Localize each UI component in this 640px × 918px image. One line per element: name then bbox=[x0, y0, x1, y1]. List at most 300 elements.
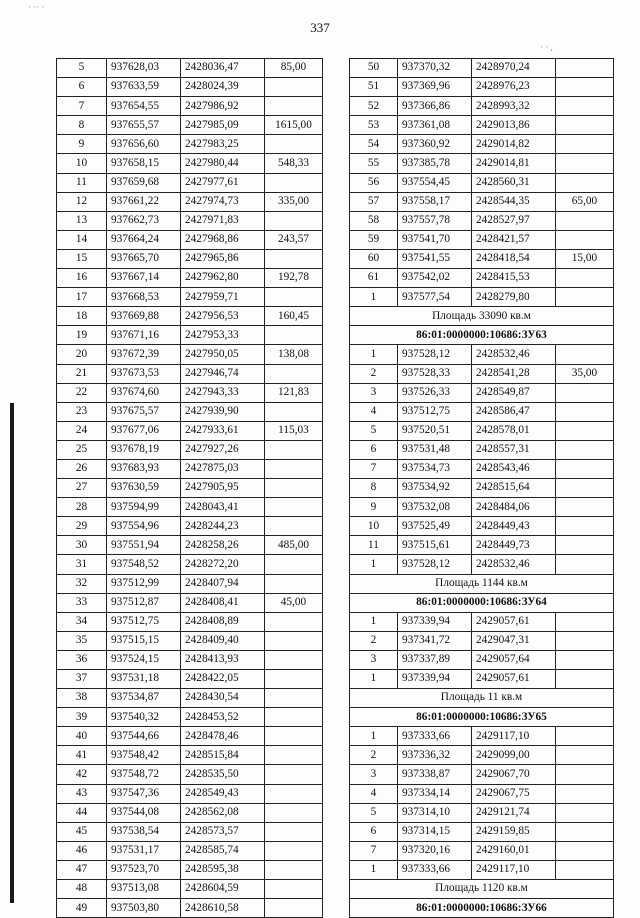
table-row bbox=[350, 459, 614, 478]
x-coordinate-cell: 937669,88 bbox=[107, 307, 181, 326]
y-coordinate-cell: 2428430,54 bbox=[181, 689, 265, 708]
point-number-cell: 11 bbox=[57, 173, 107, 192]
x-coordinate-cell: 937525,49 bbox=[398, 517, 472, 536]
point-number-cell: 26 bbox=[57, 459, 107, 478]
table-row bbox=[350, 555, 614, 574]
y-coordinate-cell: 2427927,26 bbox=[181, 440, 265, 459]
y-coordinate-cell: 2429057,64 bbox=[472, 650, 556, 669]
area-caption: Площадь 11 кв.м bbox=[350, 689, 614, 708]
point-number-cell: 41 bbox=[57, 746, 107, 765]
y-coordinate-cell: 2429117,10 bbox=[472, 860, 556, 879]
length-cell: 243,57 bbox=[265, 230, 323, 249]
table-row bbox=[57, 631, 323, 650]
table-row bbox=[57, 803, 323, 822]
y-coordinate-cell: 2428043,41 bbox=[181, 498, 265, 517]
y-coordinate-cell: 2429057,61 bbox=[472, 612, 556, 631]
point-number-cell: 58 bbox=[350, 211, 398, 230]
point-number-cell: 1 bbox=[350, 860, 398, 879]
point-number-cell: 5 bbox=[350, 421, 398, 440]
table-row bbox=[57, 421, 323, 440]
point-number-cell: 1 bbox=[350, 288, 398, 307]
table-row bbox=[350, 727, 614, 746]
y-coordinate-cell: 2429013,86 bbox=[472, 116, 556, 135]
point-number-cell: 35 bbox=[57, 631, 107, 650]
x-coordinate-cell: 937361,08 bbox=[398, 116, 472, 135]
table-row bbox=[350, 97, 614, 116]
y-coordinate-cell: 2429047,31 bbox=[472, 631, 556, 650]
length-cell bbox=[556, 765, 614, 784]
point-number-cell: 38 bbox=[57, 689, 107, 708]
length-cell: 15,00 bbox=[556, 249, 614, 268]
length-cell bbox=[556, 383, 614, 402]
y-coordinate-cell: 2428409,40 bbox=[181, 631, 265, 650]
y-coordinate-cell: 2427962,80 bbox=[181, 269, 265, 288]
table-row bbox=[350, 822, 614, 841]
y-coordinate-cell: 2429014,82 bbox=[472, 135, 556, 154]
point-number-cell: 54 bbox=[350, 135, 398, 154]
table-row bbox=[57, 612, 323, 631]
point-number-cell: 31 bbox=[57, 555, 107, 574]
table-row bbox=[57, 650, 323, 669]
point-number-cell: 6 bbox=[57, 78, 107, 97]
x-coordinate-cell: 937320,16 bbox=[398, 841, 472, 860]
y-coordinate-cell: 2428478,46 bbox=[181, 727, 265, 746]
binding-margin-line bbox=[10, 403, 14, 903]
table-row bbox=[57, 97, 323, 116]
y-coordinate-cell: 2428422,05 bbox=[181, 670, 265, 689]
point-number-cell: 9 bbox=[350, 498, 398, 517]
length-cell: 548,33 bbox=[265, 154, 323, 173]
length-cell bbox=[556, 498, 614, 517]
point-number-cell: 10 bbox=[57, 154, 107, 173]
x-coordinate-cell: 937659,68 bbox=[107, 173, 181, 192]
table-row bbox=[57, 230, 323, 249]
x-coordinate-cell: 937654,55 bbox=[107, 97, 181, 116]
y-coordinate-cell: 2427950,05 bbox=[181, 345, 265, 364]
table-row bbox=[350, 631, 614, 650]
area-caption: Площадь 1120 кв.м bbox=[350, 880, 614, 899]
length-cell bbox=[265, 78, 323, 97]
y-coordinate-cell: 2428557,31 bbox=[472, 440, 556, 459]
point-number-cell: 44 bbox=[57, 803, 107, 822]
y-coordinate-cell: 2428543,46 bbox=[472, 459, 556, 478]
point-number-cell: 27 bbox=[57, 479, 107, 498]
x-coordinate-cell: 937370,32 bbox=[398, 59, 472, 78]
x-coordinate-cell: 937677,06 bbox=[107, 421, 181, 440]
x-coordinate-cell: 937341,72 bbox=[398, 631, 472, 650]
point-number-cell: 1 bbox=[350, 670, 398, 689]
point-number-cell: 49 bbox=[57, 899, 107, 918]
x-coordinate-cell: 937515,61 bbox=[398, 536, 472, 555]
parcel-header-row bbox=[350, 899, 614, 918]
y-coordinate-cell: 2428541,28 bbox=[472, 364, 556, 383]
point-number-cell: 33 bbox=[57, 593, 107, 612]
point-number-cell: 47 bbox=[57, 860, 107, 879]
table-row bbox=[57, 746, 323, 765]
point-number-cell: 3 bbox=[350, 383, 398, 402]
table-row bbox=[350, 230, 614, 249]
table-row bbox=[350, 192, 614, 211]
x-coordinate-cell: 937658,15 bbox=[107, 154, 181, 173]
point-number-cell: 9 bbox=[57, 135, 107, 154]
x-coordinate-cell: 937531,17 bbox=[107, 841, 181, 860]
x-coordinate-cell: 937314,10 bbox=[398, 803, 472, 822]
length-cell bbox=[265, 135, 323, 154]
x-coordinate-cell: 937540,32 bbox=[107, 708, 181, 727]
length-cell bbox=[265, 517, 323, 536]
y-coordinate-cell: 2428418,54 bbox=[472, 249, 556, 268]
length-cell bbox=[265, 670, 323, 689]
x-coordinate-cell: 937366,86 bbox=[398, 97, 472, 116]
table-row bbox=[57, 307, 323, 326]
x-coordinate-cell: 937538,54 bbox=[107, 822, 181, 841]
x-coordinate-cell: 937594,99 bbox=[107, 498, 181, 517]
area-row bbox=[350, 880, 614, 899]
x-coordinate-cell: 937528,12 bbox=[398, 555, 472, 574]
point-number-cell: 52 bbox=[350, 97, 398, 116]
y-coordinate-cell: 2429014,81 bbox=[472, 154, 556, 173]
x-coordinate-cell: 937628,03 bbox=[107, 59, 181, 78]
x-coordinate-cell: 937531,18 bbox=[107, 670, 181, 689]
x-coordinate-cell: 937523,70 bbox=[107, 860, 181, 879]
point-number-cell: 37 bbox=[57, 670, 107, 689]
length-cell bbox=[556, 517, 614, 536]
point-number-cell: 40 bbox=[57, 727, 107, 746]
length-cell bbox=[556, 421, 614, 440]
table-row bbox=[57, 402, 323, 421]
y-coordinate-cell: 2428036,47 bbox=[181, 59, 265, 78]
point-number-cell: 39 bbox=[57, 708, 107, 727]
x-coordinate-cell: 937534,87 bbox=[107, 689, 181, 708]
point-number-cell: 15 bbox=[57, 249, 107, 268]
x-coordinate-cell: 937667,14 bbox=[107, 269, 181, 288]
table-row bbox=[57, 708, 323, 727]
length-cell bbox=[265, 459, 323, 478]
y-coordinate-cell: 2428586,47 bbox=[472, 402, 556, 421]
scan-noise: · · , bbox=[540, 42, 553, 52]
length-cell bbox=[265, 880, 323, 899]
point-number-cell: 25 bbox=[57, 440, 107, 459]
table-row bbox=[350, 498, 614, 517]
point-number-cell: 14 bbox=[57, 230, 107, 249]
y-coordinate-cell: 2428544,35 bbox=[472, 192, 556, 211]
y-coordinate-cell: 2428415,53 bbox=[472, 269, 556, 288]
table-row bbox=[57, 211, 323, 230]
y-coordinate-cell: 2428549,87 bbox=[472, 383, 556, 402]
length-cell bbox=[556, 822, 614, 841]
y-coordinate-cell: 2428244,23 bbox=[181, 517, 265, 536]
length-cell bbox=[556, 440, 614, 459]
point-number-cell: 1 bbox=[350, 612, 398, 631]
table-row bbox=[350, 440, 614, 459]
table-row bbox=[57, 459, 323, 478]
x-coordinate-cell: 937544,08 bbox=[107, 803, 181, 822]
point-number-cell: 2 bbox=[350, 631, 398, 650]
parcel-cadastral-number: 86:01:0000000:10686:ЗУ63 bbox=[350, 326, 614, 345]
y-coordinate-cell: 2428560,31 bbox=[472, 173, 556, 192]
table-row bbox=[350, 116, 614, 135]
point-number-cell: 7 bbox=[350, 841, 398, 860]
y-coordinate-cell: 2428453,52 bbox=[181, 708, 265, 727]
point-number-cell: 23 bbox=[57, 402, 107, 421]
table-row bbox=[350, 78, 614, 97]
x-coordinate-cell: 937548,42 bbox=[107, 746, 181, 765]
y-coordinate-cell: 2428527,97 bbox=[472, 211, 556, 230]
x-coordinate-cell: 937673,53 bbox=[107, 364, 181, 383]
x-coordinate-cell: 937683,93 bbox=[107, 459, 181, 478]
x-coordinate-cell: 937526,33 bbox=[398, 383, 472, 402]
x-coordinate-cell: 937548,52 bbox=[107, 555, 181, 574]
table-row bbox=[57, 383, 323, 402]
point-number-cell: 1 bbox=[350, 727, 398, 746]
point-number-cell: 57 bbox=[350, 192, 398, 211]
length-cell bbox=[556, 230, 614, 249]
y-coordinate-cell: 2429067,75 bbox=[472, 784, 556, 803]
length-cell bbox=[265, 727, 323, 746]
x-coordinate-cell: 937547,36 bbox=[107, 784, 181, 803]
y-coordinate-cell: 2427905,95 bbox=[181, 479, 265, 498]
table-row bbox=[57, 154, 323, 173]
area-caption: Площадь 1144 кв.м bbox=[350, 574, 614, 593]
point-number-cell: 20 bbox=[57, 345, 107, 364]
table-row bbox=[350, 670, 614, 689]
table-row bbox=[57, 880, 323, 899]
point-number-cell: 56 bbox=[350, 173, 398, 192]
point-number-cell: 32 bbox=[57, 574, 107, 593]
point-number-cell: 53 bbox=[350, 116, 398, 135]
y-coordinate-cell: 2429160,01 bbox=[472, 841, 556, 860]
point-number-cell: 5 bbox=[57, 59, 107, 78]
x-coordinate-cell: 937314,15 bbox=[398, 822, 472, 841]
x-coordinate-cell: 937338,87 bbox=[398, 765, 472, 784]
y-coordinate-cell: 2428258,26 bbox=[181, 536, 265, 555]
x-coordinate-cell: 937515,15 bbox=[107, 631, 181, 650]
table-row bbox=[350, 59, 614, 78]
table-row bbox=[57, 555, 323, 574]
length-cell bbox=[556, 59, 614, 78]
length-cell: 45,00 bbox=[265, 593, 323, 612]
x-coordinate-cell: 937630,59 bbox=[107, 479, 181, 498]
length-cell bbox=[265, 650, 323, 669]
x-coordinate-cell: 937633,59 bbox=[107, 78, 181, 97]
point-number-cell: 3 bbox=[350, 650, 398, 669]
x-coordinate-cell: 937512,87 bbox=[107, 593, 181, 612]
y-coordinate-cell: 2429057,61 bbox=[472, 670, 556, 689]
y-coordinate-cell: 2428585,74 bbox=[181, 841, 265, 860]
y-coordinate-cell: 2429099,00 bbox=[472, 746, 556, 765]
table-row bbox=[350, 517, 614, 536]
length-cell bbox=[265, 631, 323, 650]
point-number-cell: 55 bbox=[350, 154, 398, 173]
table-row bbox=[350, 421, 614, 440]
x-coordinate-cell: 937558,17 bbox=[398, 192, 472, 211]
table-row bbox=[57, 326, 323, 345]
point-number-cell: 17 bbox=[57, 288, 107, 307]
x-coordinate-cell: 937513,08 bbox=[107, 880, 181, 899]
x-coordinate-cell: 937655,57 bbox=[107, 116, 181, 135]
point-number-cell: 59 bbox=[350, 230, 398, 249]
x-coordinate-cell: 937544,66 bbox=[107, 727, 181, 746]
table-row bbox=[350, 803, 614, 822]
x-coordinate-cell: 937333,66 bbox=[398, 860, 472, 879]
point-number-cell: 30 bbox=[57, 536, 107, 555]
x-coordinate-cell: 937339,94 bbox=[398, 670, 472, 689]
x-coordinate-cell: 937548,72 bbox=[107, 765, 181, 784]
x-coordinate-cell: 937678,19 bbox=[107, 440, 181, 459]
table-row bbox=[57, 249, 323, 268]
table-row bbox=[350, 135, 614, 154]
x-coordinate-cell: 937360,92 bbox=[398, 135, 472, 154]
x-coordinate-cell: 937336,32 bbox=[398, 746, 472, 765]
y-coordinate-cell: 2428421,57 bbox=[472, 230, 556, 249]
length-cell bbox=[556, 288, 614, 307]
x-coordinate-cell: 937503,80 bbox=[107, 899, 181, 918]
table-row bbox=[350, 249, 614, 268]
length-cell bbox=[556, 631, 614, 650]
x-coordinate-cell: 937665,70 bbox=[107, 249, 181, 268]
length-cell bbox=[265, 612, 323, 631]
y-coordinate-cell: 2428532,46 bbox=[472, 345, 556, 364]
length-cell: 85,00 bbox=[265, 59, 323, 78]
point-number-cell: 51 bbox=[350, 78, 398, 97]
x-coordinate-cell: 937668,53 bbox=[107, 288, 181, 307]
table-row bbox=[350, 383, 614, 402]
parcel-header-row bbox=[350, 593, 614, 612]
point-number-cell: 29 bbox=[57, 517, 107, 536]
x-coordinate-cell: 937662,73 bbox=[107, 211, 181, 230]
table-row bbox=[350, 364, 614, 383]
table-row bbox=[350, 211, 614, 230]
length-cell bbox=[556, 211, 614, 230]
x-coordinate-cell: 937512,99 bbox=[107, 574, 181, 593]
x-coordinate-cell: 937551,94 bbox=[107, 536, 181, 555]
table-row bbox=[350, 479, 614, 498]
y-coordinate-cell: 2428578,01 bbox=[472, 421, 556, 440]
length-cell bbox=[265, 498, 323, 517]
length-cell: 160,45 bbox=[265, 307, 323, 326]
y-coordinate-cell: 2428484,06 bbox=[472, 498, 556, 517]
point-number-cell: 60 bbox=[350, 249, 398, 268]
length-cell bbox=[265, 97, 323, 116]
y-coordinate-cell: 2428408,89 bbox=[181, 612, 265, 631]
point-number-cell: 50 bbox=[350, 59, 398, 78]
point-number-cell: 2 bbox=[350, 746, 398, 765]
y-coordinate-cell: 2428515,64 bbox=[472, 479, 556, 498]
length-cell bbox=[265, 784, 323, 803]
table-row bbox=[350, 402, 614, 421]
length-cell bbox=[556, 459, 614, 478]
x-coordinate-cell: 937577,54 bbox=[398, 288, 472, 307]
parcel-cadastral-number: 86:01:0000000:10686:ЗУ65 bbox=[350, 708, 614, 727]
length-cell bbox=[556, 97, 614, 116]
table-row bbox=[57, 345, 323, 364]
table-row bbox=[350, 173, 614, 192]
table-row bbox=[350, 288, 614, 307]
table-row bbox=[57, 670, 323, 689]
table-row bbox=[350, 154, 614, 173]
length-cell bbox=[556, 803, 614, 822]
length-cell bbox=[556, 784, 614, 803]
y-coordinate-cell: 2427956,53 bbox=[181, 307, 265, 326]
point-number-cell: 13 bbox=[57, 211, 107, 230]
y-coordinate-cell: 2428279,80 bbox=[472, 288, 556, 307]
length-cell bbox=[265, 249, 323, 268]
y-coordinate-cell: 2427983,25 bbox=[181, 135, 265, 154]
y-coordinate-cell: 2428610,58 bbox=[181, 899, 265, 918]
point-number-cell: 10 bbox=[350, 517, 398, 536]
table-row bbox=[57, 173, 323, 192]
table-row bbox=[57, 536, 323, 555]
length-cell bbox=[265, 746, 323, 765]
x-coordinate-cell: 937671,16 bbox=[107, 326, 181, 345]
length-cell bbox=[265, 211, 323, 230]
length-cell bbox=[265, 555, 323, 574]
length-cell: 335,00 bbox=[265, 192, 323, 211]
length-cell bbox=[265, 574, 323, 593]
y-coordinate-cell: 2428515,84 bbox=[181, 746, 265, 765]
coordinates-table-left bbox=[56, 58, 323, 918]
length-cell bbox=[265, 173, 323, 192]
length-cell bbox=[556, 345, 614, 364]
x-coordinate-cell: 937541,55 bbox=[398, 249, 472, 268]
length-cell bbox=[556, 650, 614, 669]
parcel-header-row bbox=[350, 326, 614, 345]
x-coordinate-cell: 937664,24 bbox=[107, 230, 181, 249]
table-row bbox=[350, 841, 614, 860]
x-coordinate-cell: 937532,08 bbox=[398, 498, 472, 517]
table-row bbox=[350, 536, 614, 555]
point-number-cell: 2 bbox=[350, 364, 398, 383]
point-number-cell: 43 bbox=[57, 784, 107, 803]
scan-noise: · ·· · bbox=[28, 2, 45, 12]
point-number-cell: 12 bbox=[57, 192, 107, 211]
length-cell bbox=[265, 326, 323, 345]
length-cell bbox=[265, 402, 323, 421]
point-number-cell: 61 bbox=[350, 269, 398, 288]
y-coordinate-cell: 2428024,39 bbox=[181, 78, 265, 97]
point-number-cell: 18 bbox=[57, 307, 107, 326]
table-row bbox=[57, 116, 323, 135]
table-row bbox=[57, 574, 323, 593]
area-row bbox=[350, 689, 614, 708]
x-coordinate-cell: 937534,92 bbox=[398, 479, 472, 498]
y-coordinate-cell: 2428408,41 bbox=[181, 593, 265, 612]
y-coordinate-cell: 2428532,46 bbox=[472, 555, 556, 574]
length-cell: 115,03 bbox=[265, 421, 323, 440]
point-number-cell: 48 bbox=[57, 880, 107, 899]
length-cell bbox=[556, 536, 614, 555]
point-number-cell: 28 bbox=[57, 498, 107, 517]
length-cell bbox=[556, 727, 614, 746]
length-cell bbox=[556, 116, 614, 135]
table-row bbox=[57, 498, 323, 517]
y-coordinate-cell: 2428449,43 bbox=[472, 517, 556, 536]
y-coordinate-cell: 2428595,38 bbox=[181, 860, 265, 879]
length-cell: 1615,00 bbox=[265, 116, 323, 135]
y-coordinate-cell: 2428604,59 bbox=[181, 880, 265, 899]
x-coordinate-cell: 937541,70 bbox=[398, 230, 472, 249]
y-coordinate-cell: 2427946,74 bbox=[181, 364, 265, 383]
x-coordinate-cell: 937534,73 bbox=[398, 459, 472, 478]
y-coordinate-cell: 2428535,50 bbox=[181, 765, 265, 784]
y-coordinate-cell: 2427953,33 bbox=[181, 326, 265, 345]
point-number-cell: 46 bbox=[57, 841, 107, 860]
y-coordinate-cell: 2427971,83 bbox=[181, 211, 265, 230]
length-cell: 192,78 bbox=[265, 269, 323, 288]
y-coordinate-cell: 2427943,33 bbox=[181, 383, 265, 402]
length-cell bbox=[556, 135, 614, 154]
y-coordinate-cell: 2428562,08 bbox=[181, 803, 265, 822]
